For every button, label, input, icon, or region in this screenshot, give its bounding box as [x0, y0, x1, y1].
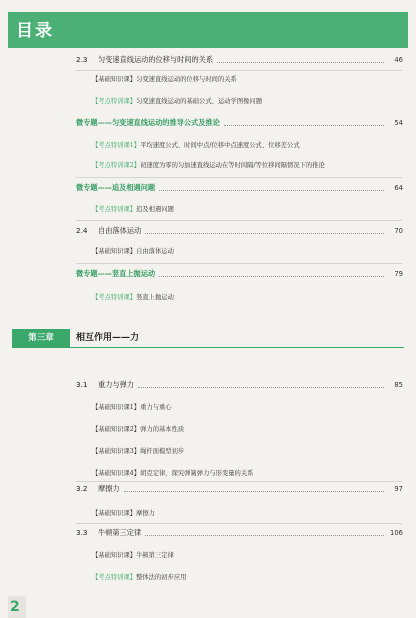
row-divider: [76, 523, 402, 524]
toc-lesson[interactable]: [92, 572, 186, 581]
toc-section[interactable]: [76, 484, 120, 494]
toc-lesson[interactable]: [92, 246, 174, 255]
toc-lesson[interactable]: [92, 446, 184, 455]
row-divider: [76, 220, 402, 221]
toc-section[interactable]: [76, 226, 141, 236]
lesson-tag: 【基础知识课】: [92, 248, 137, 255]
page-ref: 46: [394, 56, 403, 64]
section-number: 3.2: [76, 484, 88, 493]
toc-lesson[interactable]: [92, 160, 325, 169]
toc-lesson[interactable]: [92, 508, 155, 517]
section-title: 自由落体运动: [98, 226, 142, 235]
lesson-tag: 【考点特训课2】: [92, 162, 141, 169]
lesson-tag: 【基础知识课4】: [92, 470, 141, 477]
section-number: 2.3: [76, 55, 88, 64]
section-title: 摩擦力: [98, 484, 120, 493]
lesson-tag: 【考点特训课】: [92, 98, 137, 105]
page-ref: 106: [390, 529, 403, 537]
row-divider: [76, 177, 402, 178]
toc-section[interactable]: [76, 55, 213, 65]
page-ref: 64: [394, 184, 403, 192]
toc-lesson[interactable]: [92, 402, 172, 411]
page-ref: 79: [394, 270, 403, 278]
lesson-tag: 【基础知识课2】: [92, 426, 141, 433]
lesson-tag: 【基础知识课3】: [92, 448, 141, 455]
row-divider: [76, 70, 402, 71]
leader-dots: [159, 276, 384, 277]
lesson-title: 重力与重心: [140, 404, 172, 411]
toc-lesson[interactable]: [92, 468, 253, 477]
lesson-title: 整体法的初步应用: [136, 574, 187, 581]
lesson-title: 弹力的基本性质: [140, 426, 185, 433]
lesson-title: 自由落体运动: [136, 248, 174, 255]
lesson-title: 牛顿第三定律: [136, 552, 174, 559]
leader-dots: [124, 491, 384, 492]
leader-dots: [224, 125, 384, 126]
toc-lesson[interactable]: [92, 74, 237, 83]
toc-section[interactable]: [76, 380, 134, 390]
lesson-tag: 【考点特训课】: [92, 294, 137, 301]
section-title: 牛顿第三定律: [98, 528, 142, 537]
section-title: 匀变速直线运动的位移与时间的关系: [98, 55, 214, 64]
lesson-tag: 【考点特训课1】: [92, 142, 141, 149]
toc-lesson[interactable]: [92, 140, 300, 149]
page-ref: 54: [394, 119, 403, 127]
toc-micro-topic[interactable]: 微专题——匀变速直线运动的推导公式及推论: [76, 118, 220, 127]
section-number: 3.1: [76, 380, 88, 389]
leader-dots: [145, 233, 384, 234]
lesson-tag: 【基础知识课】: [92, 510, 137, 517]
toc-lesson[interactable]: [92, 550, 174, 559]
leader-dots: [159, 190, 384, 191]
lesson-title: 匀变速直线运动的基础公式、运动学图像问题: [136, 98, 263, 105]
leader-dots: [145, 535, 384, 536]
toc-lesson[interactable]: [92, 204, 174, 213]
page-ref: 97: [394, 485, 403, 493]
lesson-tag: 【基础知识课】: [92, 552, 137, 559]
toc-lesson[interactable]: [92, 292, 174, 301]
lesson-tag: 【基础知识课】: [92, 76, 137, 83]
lesson-title: 胡克定律、探究弹簧弹力与形变量的关系: [140, 470, 254, 477]
chapter-title: 相互作用——力: [76, 333, 140, 343]
leader-dots: [138, 387, 384, 388]
toc-lesson[interactable]: [92, 424, 184, 433]
lesson-tag: 【考点特训课】: [92, 206, 137, 213]
toc-micro-topic[interactable]: 微专题——竖直上抛运动: [76, 269, 156, 278]
lesson-title: 追及相遇问题: [136, 206, 174, 213]
row-divider: [76, 481, 402, 482]
lesson-tag: 【考点特训课】: [92, 574, 137, 581]
toc-section[interactable]: [76, 528, 141, 538]
lesson-title: 摩擦力: [136, 510, 155, 517]
page-title: 目录: [16, 21, 54, 41]
lesson-title: 竖直上抛运动: [136, 294, 174, 301]
chapter-divider: [12, 347, 404, 348]
chapter-tag: 第三章: [12, 329, 70, 347]
lesson-title: 匀变速直线运动的位移与时间的关系: [136, 76, 237, 83]
section-number: 3.3: [76, 528, 88, 537]
toc-micro-topic[interactable]: 微专题——追及相遇问题: [76, 183, 156, 192]
leader-dots: [217, 62, 384, 63]
page-ref: 85: [394, 381, 403, 389]
lesson-title: 初速度为零的匀加速直线运动在等时间隔/等位移间隔情况下的推论: [140, 162, 325, 169]
lesson-title: 平均速度公式、时间中点/位移中点速度公式、位移差公式: [140, 142, 300, 149]
section-number: 2.4: [76, 226, 88, 235]
header-bar: [8, 12, 408, 48]
section-title: 重力与弹力: [98, 380, 134, 389]
page-ref: 70: [394, 227, 403, 235]
lesson-title: 绳杆面模型初步: [140, 448, 185, 455]
row-divider: [76, 263, 402, 264]
lesson-tag: 【基础知识课1】: [92, 404, 141, 411]
page-number: 2: [10, 599, 20, 615]
toc-lesson[interactable]: [92, 96, 262, 105]
